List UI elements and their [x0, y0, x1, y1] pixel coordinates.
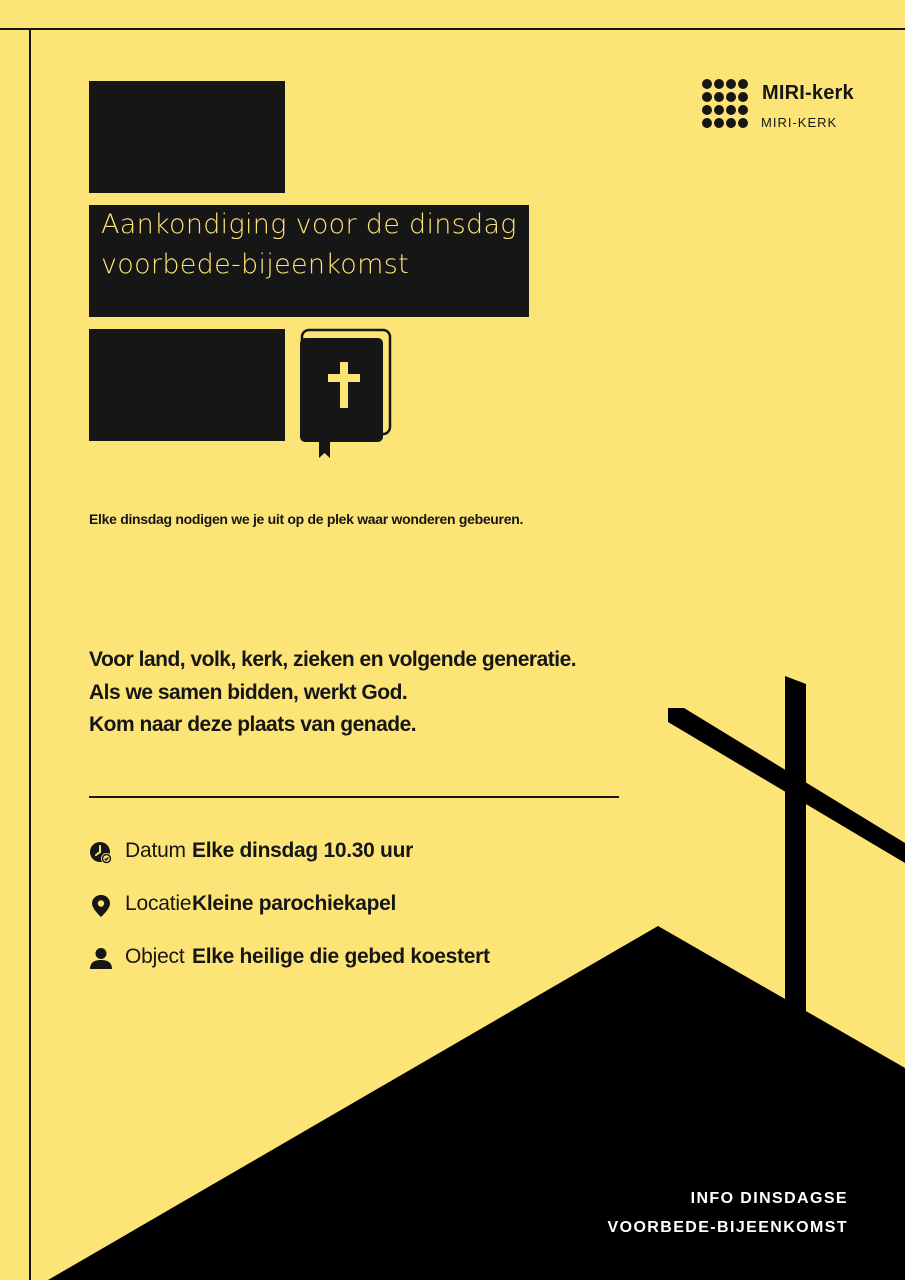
info-value: Elke dinsdag 10.30 uur [192, 839, 413, 862]
dot-grid-logo-icon [702, 79, 752, 129]
logo-name: MIRI-kerk [762, 82, 854, 104]
info-row-object [89, 944, 649, 974]
title-block [89, 205, 529, 317]
info-row-date [89, 838, 649, 868]
info-label: Locatie [125, 892, 192, 915]
verse-line: Kom naar deze plaats van genade. [89, 713, 417, 736]
left-rule [29, 28, 31, 1280]
cross-vertical-beam [785, 676, 806, 1012]
location-pin-icon [89, 894, 113, 918]
decorative-block-bottom [89, 329, 285, 441]
verse-block [89, 644, 649, 742]
verse-line: Voor land, volk, kerk, zieken en volgende generatie. [89, 648, 577, 671]
info-row-location [89, 891, 649, 921]
verse-line: Als we samen bidden, werkt God. [89, 680, 408, 704]
footer-caption [608, 1184, 848, 1242]
intro-text: Elke dinsdag nodigen we je uit op de plek waar wonderen gebeuren. [89, 511, 524, 527]
logo-subtitle: MIRI-KERK [761, 115, 838, 130]
bible-icon [299, 328, 393, 460]
footer-line-2: VOORBEDE-BIJEENKOMST [607, 1219, 848, 1236]
section-divider [89, 796, 619, 798]
clock-check-icon [89, 841, 113, 865]
info-value: Elke heilige die gebed koestert [192, 945, 490, 968]
info-label: Object [125, 945, 185, 968]
footer-line-1: INFO DINSDAGSE [690, 1190, 848, 1207]
decorative-block-top [89, 81, 285, 193]
info-label: Datum [125, 839, 186, 862]
church-logo [702, 79, 882, 133]
person-icon [89, 947, 113, 971]
info-value: Kleine parochiekapel [192, 892, 397, 915]
page-title-line-2: voorbede-bijeenkomst [101, 249, 409, 280]
page-title-line-1: Aankondiging voor de dinsdag [101, 209, 517, 240]
top-rule [0, 28, 905, 30]
